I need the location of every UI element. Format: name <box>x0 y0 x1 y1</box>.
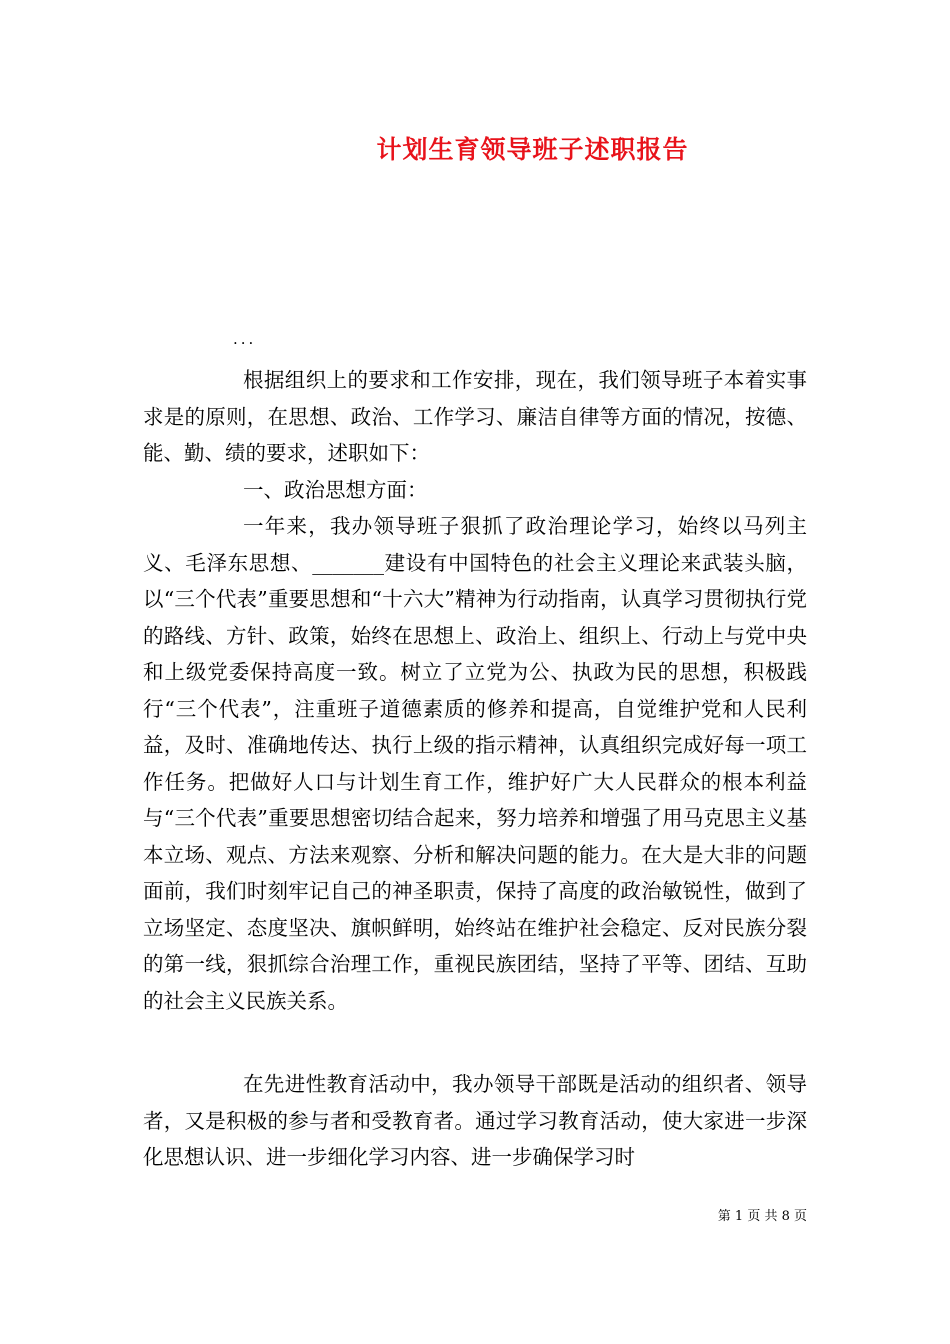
page-title: 计划生育领导班子述职报告 <box>376 135 689 164</box>
page-number: 第 1 页 共 8 页 <box>717 1209 807 1224</box>
paragraph-intro: 根据组织上的要求和工作安排，现在，我们领导班子本着实事求是的原则，在思想、政治、工作学习、廉洁自律等方面的情况，按德、能、勤、绩的要求，述职如下： <box>143 368 807 465</box>
section-heading-political: 一、政治思想方面： <box>243 478 428 502</box>
ellipsis-marker: ... <box>233 330 257 348</box>
paragraph-advanced-education: 在先进性教育活动中，我办领导干部既是活动的组织者、领导者，又是积极的参与者和受教育者。通过学习教育活动，使大家进一步深化思想认识、进一步细化学习内容、进一步确保学习时 <box>143 1072 807 1169</box>
paragraph-political-thought: 一年来，我办领导班子狠抓了政治理论学习，始终以马列主义、毛泽东思想、_______建设有中国特色的社会主义理论来武装头脑，以“三个代表”重要思想和“十六大”精神为行动指南，认真学习贯彻执行党的路线、方针、政策，始终在思想上、政治上、组织上、行动上与党中央和上级党委保持高度一致。树立了立党为公、执政为民的思想，积极践行“三个代表”，注重班子道德素质的修养和提高，自觉维护党和人民利益，及时、准确地传达、执行上级的指示精神，认真组织完成好每一项工作任务。把做好人口与计划生育工作，维护好广大人民群众的根本利益与“三个代表”重要思想密切结合起来，努力培养和增强了用马克思主义基本立场、观点、方法来观察、分析和解决问题的能力。在大是大非的问题面前，我们时刻牢记自己的神圣职责，保持了高度的政治敏锐性，做到了立场坚定、态度坚决、旗帜鲜明，始终站在维护社会稳定、反对民族分裂的第一线，狠抓综合治理工作，重视民族团结，坚持了平等、团结、互助的社会主义民族关系。 <box>143 514 807 1013</box>
